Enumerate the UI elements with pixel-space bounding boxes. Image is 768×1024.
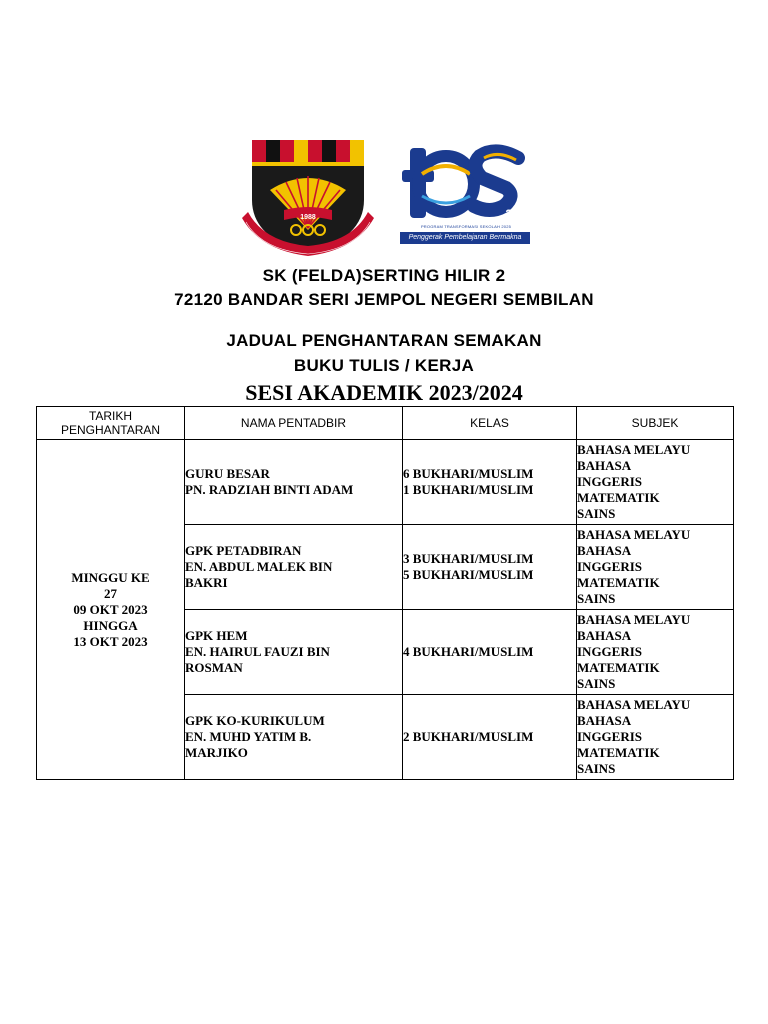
nama-person-cont: ROSMAN	[185, 660, 243, 675]
academic-session: SESI AKADEMIK 2023/2024	[245, 380, 523, 405]
subjek-cell	[577, 695, 734, 780]
ts25-emblem-icon	[400, 144, 530, 224]
nama-position: GPK KO-KURIKULUM	[185, 713, 325, 728]
nama-cell	[185, 525, 403, 610]
tarikh-until: HINGGA	[83, 617, 138, 633]
document-subtitle: BUKU TULIS / KERJA	[293, 356, 475, 375]
schedule-table	[36, 406, 734, 780]
nama-cell	[185, 610, 403, 695]
subjek-line: INGGERIS	[577, 559, 643, 574]
subjek-line: BAHASA	[577, 458, 632, 473]
logo-bar	[0, 138, 768, 263]
subjek-line: BAHASA MELAYU	[577, 612, 691, 627]
school-name: SK (FELDA)SERTING HILIR 2	[262, 266, 506, 285]
subjek-line: MATEMATIK	[577, 660, 660, 675]
subjek-line: SAINS	[577, 761, 616, 776]
subjek-line: MATEMATIK	[577, 490, 660, 505]
subjek-line: BAHASA MELAYU	[577, 442, 691, 457]
kelas-line: 5 BUKHARI/MUSLIM	[403, 567, 534, 582]
nama-cell	[185, 695, 403, 780]
crest-year-text: 1988	[300, 214, 316, 221]
ts25-tagline: Penggerak Pembelajaran Bermakna	[400, 232, 530, 244]
table-header-row	[37, 407, 734, 440]
ts25-number: 25	[505, 207, 519, 221]
nama-person-cont: BAKRI	[185, 575, 228, 590]
nama-person: EN. ABDUL MALEK BIN	[185, 559, 333, 574]
kelas-line: 2 BUKHARI/MUSLIM	[403, 729, 534, 744]
kelas-line: 4 BUKHARI/MUSLIM	[403, 644, 534, 659]
tarikh-cell	[37, 440, 185, 780]
kelas-line: 1 BUKHARI/MUSLIM	[403, 482, 534, 497]
subjek-line: BAHASA	[577, 713, 632, 728]
subjek-cell	[577, 610, 734, 695]
kelas-line: 6 BUKHARI/MUSLIM	[403, 466, 534, 481]
subjek-line: BAHASA MELAYU	[577, 527, 691, 542]
document-title: JADUAL PENGHANTARAN SEMAKAN	[226, 331, 542, 350]
subjek-line: BAHASA	[577, 543, 632, 558]
column-header-tarikh-line2: PENGHANTARAN	[60, 423, 161, 437]
subjek-line: SAINS	[577, 591, 616, 606]
tarikh-start-date: 09 OKT 2023	[73, 601, 148, 617]
column-header-kelas: KELAS	[403, 407, 577, 440]
column-header-tarikh	[37, 407, 185, 440]
nama-person-cont: MARJIKO	[185, 745, 248, 760]
school-crest-logo	[240, 138, 376, 262]
subjek-line: MATEMATIK	[577, 745, 660, 760]
kelas-cell	[403, 610, 577, 695]
kelas-cell	[403, 695, 577, 780]
subjek-line: INGGERIS	[577, 729, 643, 744]
subjek-cell	[577, 525, 734, 610]
tarikh-week-label: MINGGU KE	[71, 569, 150, 585]
kelas-line: 3 BUKHARI/MUSLIM	[403, 551, 534, 566]
subjek-cell	[577, 440, 734, 525]
kelas-cell	[403, 525, 577, 610]
table-row	[37, 440, 734, 525]
subjek-line: INGGERIS	[577, 644, 643, 659]
tarikh-week-number: 27	[104, 585, 117, 601]
ts25-program-text: PROGRAM TRANSFORMASI SEKOLAH 2025	[420, 224, 512, 229]
nama-position: GPK HEM	[185, 628, 248, 643]
ts25-logo	[400, 144, 530, 256]
subjek-line: SAINS	[577, 676, 616, 691]
nama-cell	[185, 440, 403, 525]
subjek-line: INGGERIS	[577, 474, 643, 489]
school-address: 72120 BANDAR SERI JEMPOL NEGERI SEMBILAN	[174, 290, 594, 309]
subjek-line: BAHASA	[577, 628, 632, 643]
column-header-nama: NAMA PENTADBIR	[185, 407, 403, 440]
kelas-cell	[403, 440, 577, 525]
column-header-tarikh-line1: TARIKH	[88, 409, 133, 423]
subjek-line: BAHASA MELAYU	[577, 697, 691, 712]
nama-person: PN. RADZIAH BINTI ADAM	[185, 482, 354, 497]
nama-person: EN. HAIRUL FAUZI BIN	[185, 644, 330, 659]
subjek-line: SAINS	[577, 506, 616, 521]
column-header-subjek: SUBJEK	[577, 407, 734, 440]
nama-position: GURU BESAR	[185, 466, 270, 481]
tarikh-end-date: 13 OKT 2023	[73, 633, 148, 649]
subjek-line: MATEMATIK	[577, 575, 660, 590]
nama-position: GPK PETADBIRAN	[185, 543, 302, 558]
nama-person: EN. MUHD YATIM B.	[185, 729, 312, 744]
